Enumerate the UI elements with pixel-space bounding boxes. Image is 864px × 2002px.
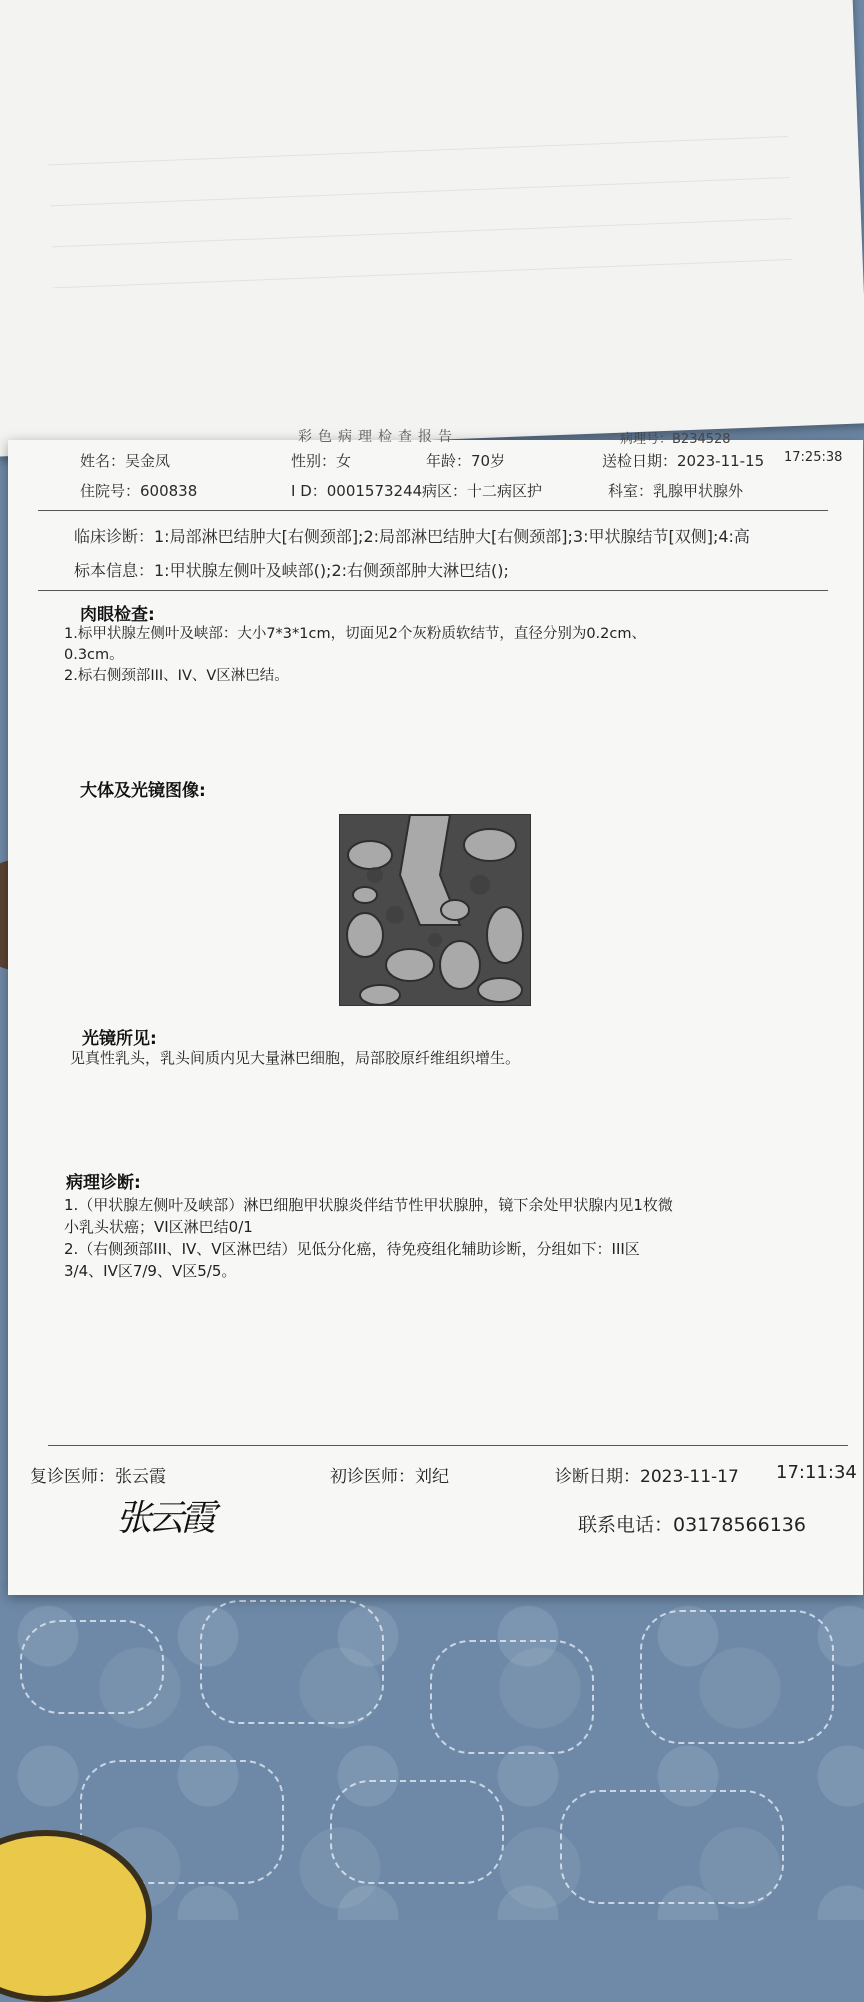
diagnosis-line: 小乳头状癌；VI区淋巴结0/1 (64, 1218, 253, 1236)
initial-doctor: 初诊医师：刘纪 (330, 1467, 449, 1487)
ward: 病区：十二病区护 (422, 482, 543, 500)
specimen-info: 标本信息：1:甲状腺左侧叶及峡部();2:右侧颈部肿大淋巴结(); (74, 561, 509, 580)
gross-line: 2.标右侧颈部III、IV、V区淋巴结。 (64, 668, 289, 684)
patient-sex: 性别：女 (291, 452, 352, 470)
patient-age: 年龄：70岁 (426, 452, 506, 470)
contact-phone: 联系电话：03178566136 (578, 1514, 806, 1536)
background-sheet (0, 0, 864, 457)
diagnosis-title: 病理诊断: (66, 1173, 141, 1193)
report-title: 彩色病理检查报告 (298, 429, 458, 445)
diagnosis-line: 3/4、IV区7/9、V区5/5。 (64, 1262, 237, 1280)
microscopy-image (339, 814, 531, 1006)
patient-name: 姓名：吴金凤 (80, 452, 171, 470)
sent-time: 17:25:38 (784, 450, 843, 465)
divider (48, 1445, 848, 1446)
inpatient-number: 住院号：600838 (80, 482, 198, 500)
gross-line: 1.标甲状腺左侧叶及峡部：大小7*3*1cm，切面见2个灰粉质软结节，直径分别为0.2cm、 (64, 626, 646, 642)
clinical-diagnosis: 临床诊断：1:局部淋巴结肿大[右侧颈部];2:局部淋巴结肿大[右侧颈部];3:甲状腺结节[双侧];4:高 (74, 527, 750, 546)
divider (38, 510, 828, 511)
patient-id: I D：0001573244 (291, 482, 423, 500)
review-doctor: 复诊医师：张云霞 (30, 1467, 166, 1487)
pathology-number: 病理号：B234528 (620, 432, 731, 447)
diagnosis-line: 2.（右侧颈部III、IV、V区淋巴结）见低分化癌，待免疫组化辅助诊断，分组如下：III区 (64, 1240, 640, 1258)
diagnosis-text (64, 1194, 854, 1282)
microscopy-text: 见真性乳头，乳头间质内见大量淋巴细胞，局部胶原纤维组织增生。 (70, 1049, 521, 1067)
handwritten-signature: 张云霞 (116, 1498, 213, 1539)
gross-exam-title: 肉眼检查: (80, 605, 155, 625)
department: 科室：乳腺甲状腺外 (608, 482, 744, 500)
divider (38, 590, 828, 591)
diagnosis-line: 1.（甲状腺左侧叶及峡部）淋巴细胞甲状腺炎伴结节性甲状腺肿，镜下余处甲状腺内见1枚微 (64, 1196, 673, 1214)
gross-line: 0.3cm。 (64, 647, 124, 663)
gross-exam-text (64, 624, 824, 687)
image-section-title: 大体及光镜图像: (80, 781, 206, 801)
microscopy-title: 光镜所见: (82, 1029, 157, 1049)
diagnosis-date: 诊断日期：2023-11-17 (555, 1467, 739, 1487)
pathology-report (8, 429, 863, 1595)
sent-date: 送检日期：2023-11-15 (602, 452, 765, 470)
diagnosis-time: 17:11:34 (776, 1462, 857, 1483)
